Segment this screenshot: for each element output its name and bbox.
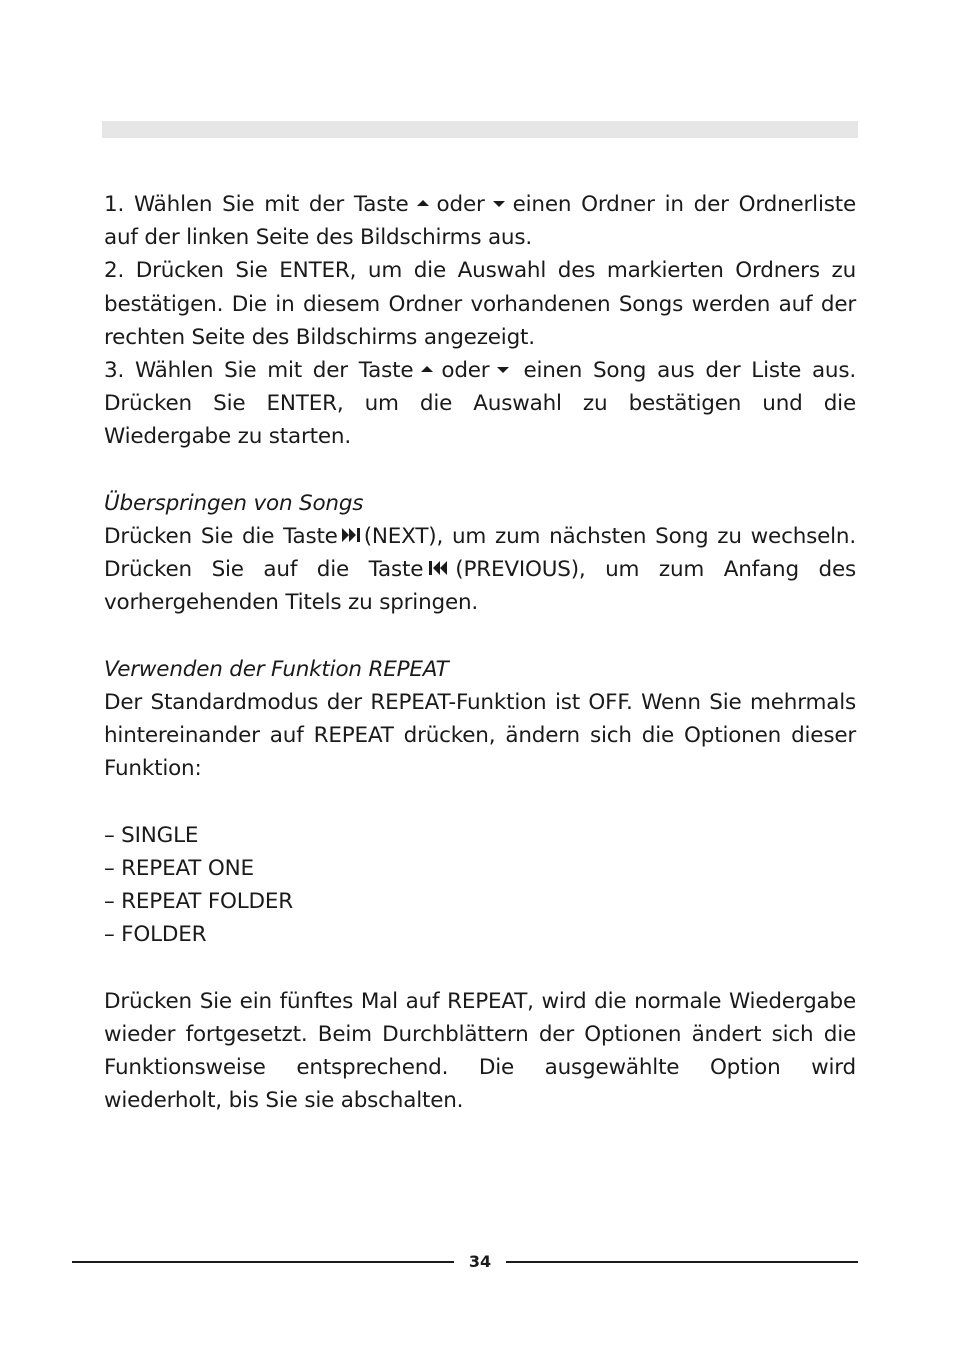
- repeat-option: – REPEAT ONE: [104, 856, 254, 882]
- repeat-outro: Drücken Sie ein fünftes Mal auf REPEAT, wird die normale Wiedergabe wieder fortgesetzt. Beim Durchblättern der Optionen ändert sich die Funktionsweise entsprechend. Die ausgewählte Option wird wiederholt, bis Sie sie abschalten.: [104, 988, 856, 1114]
- repeat-option: – FOLDER: [104, 922, 207, 948]
- repeat-intro: Der Standardmodus der REPEAT-Funktion ist OFF. Wenn Sie mehrmals hintereinander auf REPEAT drücken, ändern sich die Optionen dieser Funktion:: [104, 690, 856, 782]
- step-3-text-a: 3. Wählen Sie mit der Taste: [104, 358, 414, 384]
- repeat-option: – SINGLE: [104, 822, 199, 848]
- skip-heading: Überspringen von Songs: [104, 490, 364, 516]
- arrow-up-icon: [421, 366, 433, 372]
- step-1: [104, 188, 856, 254]
- page-content: [104, 188, 856, 1118]
- step-3-oder: oder: [441, 358, 490, 384]
- skip-paragraph: [104, 520, 856, 620]
- repeat-option: – REPEAT FOLDER: [104, 889, 294, 915]
- arrow-up-icon: [417, 200, 429, 206]
- previous-track-icon: [429, 561, 449, 575]
- step-3: [104, 354, 856, 454]
- step-2: 2. Drücken Sie ENTER, um die Auswahl des markierten Ordners zu bestätigen. Die in diesem Ordner vorhandenen Songs werden auf der rechten Seite des Bildschirms angezeigt.: [104, 258, 856, 350]
- arrow-down-icon: [493, 201, 505, 207]
- header-bar: [102, 121, 858, 138]
- page-number: 34: [468, 1252, 492, 1271]
- footer-rule-left: [72, 1261, 454, 1263]
- skip-text-1: Drücken Sie die Taste: [104, 524, 338, 550]
- footer-rule-right: [506, 1261, 858, 1263]
- arrow-down-icon: [497, 367, 509, 373]
- skip-text-2: (NEXT), um zum nächsten Song zu wechseln. Drücken Sie auf die Taste: [104, 524, 856, 583]
- skip-text-3: (PREVIOUS), um zum Anfang des vorhergehenden Titels zu springen.: [104, 557, 856, 616]
- next-track-icon: [342, 528, 362, 542]
- step-1-text-b: einen Ordner in der Ordnerliste auf der linken Seite des Bildschirms aus.: [104, 192, 856, 251]
- step-1-text-a: 1. Wählen Sie mit der Taste: [104, 192, 409, 217]
- step-3-text-b: einen Song aus der Liste aus. Drücken Sie ENTER, um die Auswahl zu bestätigen und die Wiedergabe zu starten.: [104, 358, 856, 450]
- step-1-oder: oder: [436, 192, 485, 217]
- repeat-heading: Verwenden der Funktion REPEAT: [104, 656, 449, 682]
